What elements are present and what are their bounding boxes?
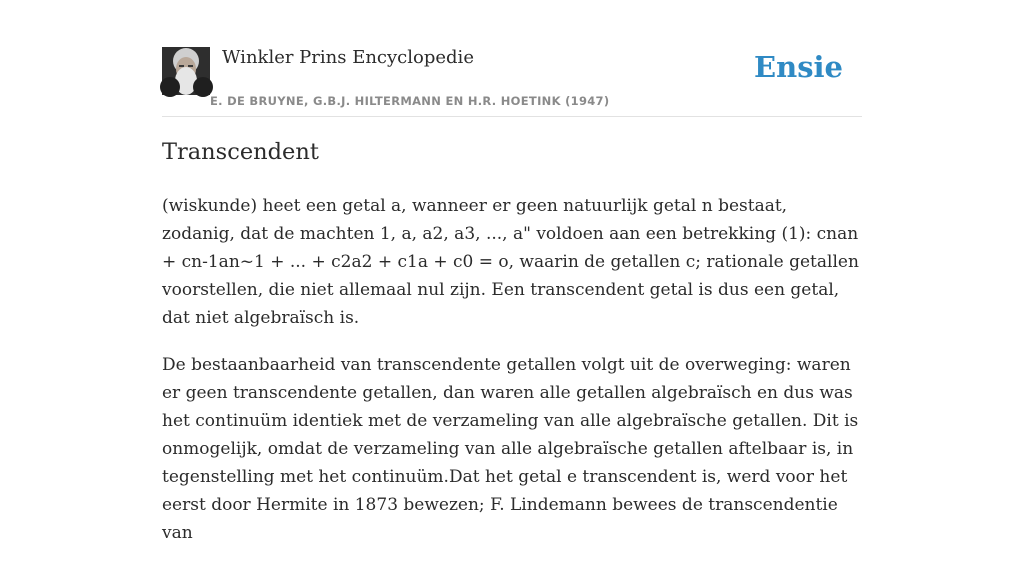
site-title-link[interactable]: Winkler Prins Encyclopedie	[222, 47, 474, 68]
article-title: Transcendent	[162, 139, 319, 165]
author-avatar[interactable]	[162, 47, 210, 95]
article-paragraph: De bestaanbaarheid van transcendente getallen volgt uit de overweging: waren er geen transcendente getallen, dan waren alle getallen algebraïsch en dus was het continuüm identiek met de verzameling van alle algebraïsche getallen. Dit is onmogelijk, omdat de verzameling van alle algebraïsche getallen aftelbaar is, in tegenstelling met het continuüm.Dat het getal e transcendent is, werd voor het eerst door Hermite in 1873 bewezen; F. Lindemann bewees de transcendentie van	[162, 355, 859, 543]
article-body	[162, 192, 862, 566]
encyclopedia-header	[162, 46, 862, 117]
author-byline: E. DE BRUYNE, G.B.J. HILTERMANN EN H.R. HOETINK (1947)	[210, 94, 610, 108]
author-portrait-image	[162, 47, 210, 95]
ensie-brand-logo[interactable]: Ensie	[754, 50, 843, 84]
article-paragraph: (wiskunde) heet een getal a, wanneer er geen natuurlijk getal n bestaat, zodanig, dat de machten 1, a, a2, a3, ..., a" voldoen aan een betrekking (1): cnan + cn-1an~1 + ... + c2a2 + c1a + c0 = o, waarin de getallen c; rationale getallen voorstellen, die niet allemaal nul zijn. Een transcendent getal is dus een getal, dat niet algebraïsch is.	[162, 196, 859, 328]
